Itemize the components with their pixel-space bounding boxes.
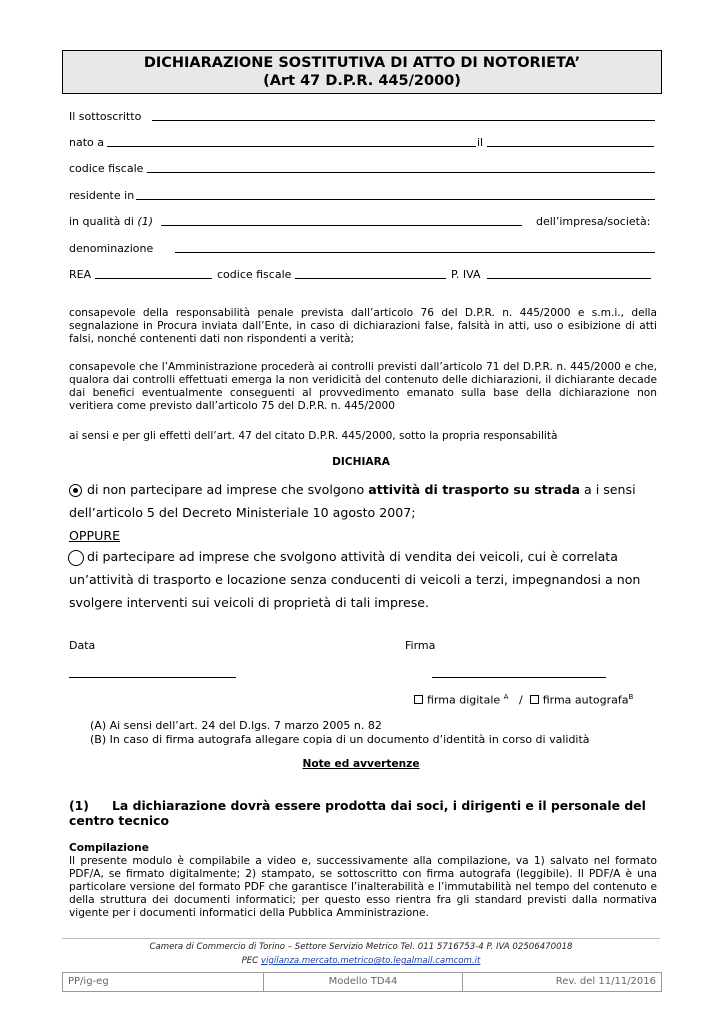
field-firma[interactable] — [432, 677, 606, 678]
paragraph-responsabilita-penale: consapevole della responsabilità penale prevista dall’articolo 76 del D.P.R. n. 445/2000 e s.m.i., della segnalazione in Procura inviata dall’Ente, in caso di dichiarazioni false, falsità in atti, uso o esibizione di atti falsi, nonché contenenti dati non rispondenti a verità; — [69, 307, 657, 345]
footer-address: Camera di Commercio di Torino – Settore Servizio Metrico Tel. 011 5716753-4 P. IVA 02506470018 — [149, 942, 573, 952]
footer-cell-revision: Rev. del 11/11/2016 — [555, 976, 656, 987]
compilazione-heading: Compilazione — [69, 842, 149, 854]
note-1-line2: centro tecnico — [69, 813, 170, 828]
dichiara-heading: DICHIARA — [332, 456, 390, 468]
note-1-line1: La dichiarazione dovrà essere prodotta dai soci, i dirigenti e il personale del — [112, 798, 646, 813]
field-residente-in[interactable] — [136, 199, 655, 200]
field-piva[interactable] — [487, 278, 651, 279]
firma-digitale-checkbox[interactable] — [414, 695, 423, 704]
label-firma: Firma — [405, 639, 436, 652]
document-title-box — [62, 50, 662, 94]
label-piva: P. IVA — [451, 268, 481, 281]
label-denominazione: denominazione — [69, 242, 154, 255]
label-nato-a: nato a — [69, 136, 104, 149]
label-data: Data — [69, 639, 96, 652]
option-partecipare-radio[interactable] — [68, 550, 84, 566]
footer-pec — [62, 956, 660, 966]
field-data[interactable] — [69, 677, 236, 678]
option1-text-bold: attività di trasporto su strada — [368, 482, 580, 497]
footer-info-table — [62, 972, 662, 992]
option-partecipare-line3: svolgere interventi sui veicoli di proprietà di tali imprese. — [69, 595, 430, 610]
label-sottoscritto: Il sottoscritto — [69, 110, 142, 123]
note-ref-1: (1) — [137, 215, 154, 228]
option-non-partecipare-radio[interactable] — [69, 484, 82, 497]
field-data-nascita[interactable] — [487, 146, 654, 147]
firma-type-options — [414, 691, 633, 707]
label-rea: REA — [69, 268, 92, 281]
firma-autografa-checkbox[interactable] — [530, 695, 539, 704]
footer-pec-email-link[interactable]: vigilanza.mercato.metrico@to.legalmail.camcom.it — [260, 956, 481, 966]
option-non-partecipare-line2: dell’articolo 5 del Decreto Ministeriale 10 agosto 2007; — [69, 505, 416, 520]
option1-text-pre: di non partecipare ad imprese che svolgono — [87, 482, 365, 497]
label-in-qualita-text: in qualità di — [69, 215, 134, 228]
option-non-partecipare-line1 — [87, 482, 636, 498]
footer-cell-ref: PP/ig-eg — [63, 973, 264, 991]
label-il: il — [477, 136, 484, 149]
field-codice-fiscale[interactable] — [147, 172, 655, 173]
note-a: (A) Ai sensi dell’art. 24 del D.lgs. 7 marzo 2005 n. 82 — [90, 719, 382, 732]
note-1-number: (1) — [69, 798, 89, 813]
footer-pec-label: PEC — [241, 956, 259, 966]
field-rea[interactable] — [95, 278, 212, 279]
note-avvertenze-heading: Note ed avvertenze — [302, 758, 420, 770]
firma-autografa-label: firma autografa — [542, 693, 629, 707]
firma-separator: / — [518, 693, 523, 707]
label-residente-in: residente in — [69, 189, 135, 202]
firma-autografa-sup: B — [628, 693, 634, 701]
label-impresa-societa: dell’impresa/società: — [536, 215, 651, 228]
document-subtitle: (Art 47 D.P.R. 445/2000) — [263, 73, 461, 89]
paragraph-controlli: consapevole che l’Amministrazione procederà ai controlli previsti dall’articolo 71 del D.P.R. n. 445/2000 e che, qualora dai controlli effettuati emerga la non veridicità del contenuto delle dichiarazioni, il dichiarante decade dai benefici eventualmente conseguenti al provvedimento emanato sulla base della dichiarazione non veritiera come previsto dall’articolo 75 del D.P.R. n. 445/2000 — [69, 361, 657, 412]
label-codice-fiscale: codice fiscale — [69, 162, 144, 175]
field-sottoscritto[interactable] — [152, 120, 655, 121]
option-partecipare-line1: di partecipare ad imprese che svolgono attività di vendita dei veicoli, cui è correlata — [87, 549, 618, 564]
paragraph-ai-sensi: ai sensi e per gli effetti dell’art. 47 del citato D.P.R. 445/2000, sotto la propria responsabilità — [69, 430, 558, 442]
radio-selected-dot — [73, 488, 78, 493]
option1-text-post: a i sensi — [584, 482, 636, 497]
label-codice-fiscale-impresa: codice fiscale — [217, 268, 292, 281]
note-b: (B) In caso di firma autografa allegare copia di un documento d’identità in corso di validità — [90, 733, 590, 746]
oppure-label: OPPURE — [69, 528, 121, 543]
field-in-qualita-di[interactable] — [161, 225, 522, 226]
option-partecipare-line2: un’attività di trasporto e locazione senza conducenti di veicoli a terzi, impegnandosi a non — [69, 572, 641, 587]
firma-digitale-label: firma digitale — [427, 693, 501, 707]
field-denominazione[interactable] — [175, 252, 655, 253]
label-in-qualita-di — [69, 215, 153, 228]
footer-cell-model: Modello TD44 — [264, 973, 463, 991]
firma-digitale-sup: A — [503, 693, 509, 701]
footer-divider — [62, 938, 660, 939]
document-title: DICHIARAZIONE SOSTITUTIVA DI ATTO DI NOTORIETA’ — [143, 55, 581, 71]
field-codice-fiscale-impresa[interactable] — [295, 278, 446, 279]
field-nato-a[interactable] — [107, 146, 476, 147]
compilazione-text: Il presente modulo è compilabile a video e, successivamente alla compilazione, va 1) salvato nel formato PDF/A, se firmato digitalmente; 2) stampato, se sottoscritto con firma autografa (leggibile). Il PDF/A è una particolare versione del formato PDF che garantisce l’inalterabilità e l’immutabilità nel tempo del contenuto e della struttura dei documenti informatici; per questo esso rientra fra gli standard previsti dalla normativa vigente per i documenti informatici della Pubblica Amministrazione. — [69, 855, 657, 919]
